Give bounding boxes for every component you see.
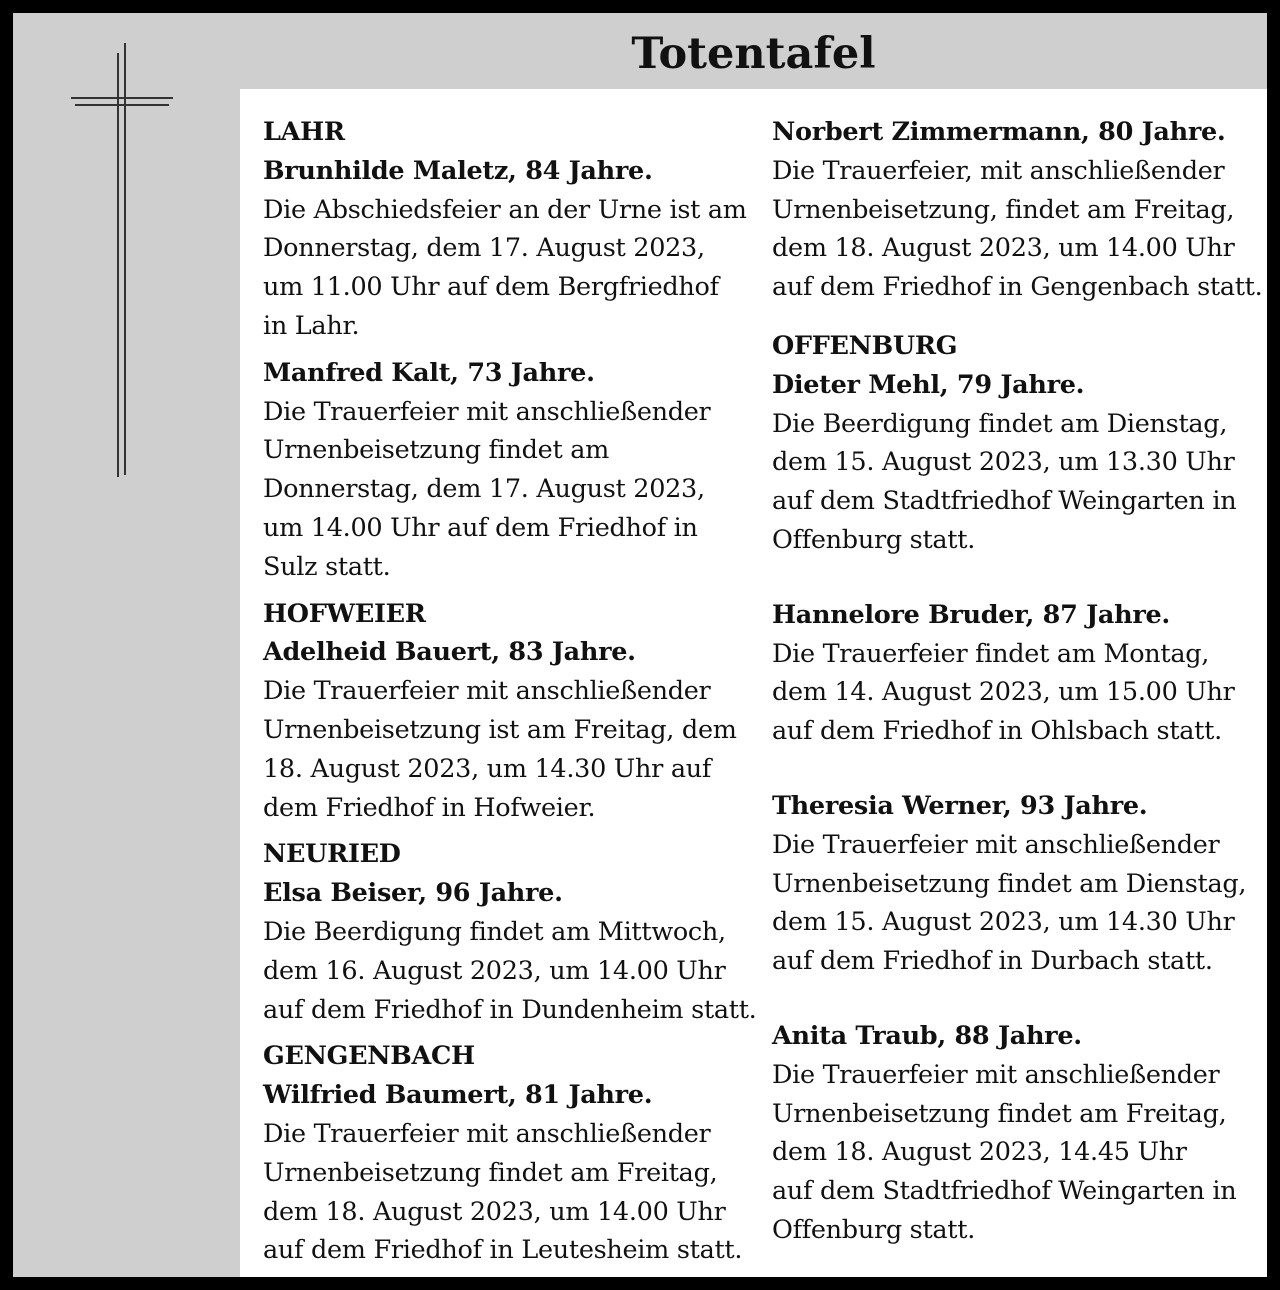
obituary-frame (13, 13, 1267, 1277)
cross-icon (117, 53, 119, 477)
obituary-entry (263, 1076, 758, 1270)
section-lahr (263, 113, 758, 587)
place-heading: HOFWEIER (263, 598, 426, 629)
section-neuried (263, 835, 758, 1029)
deceased-name: Hannelore Bruder, 87 Jahre. (772, 599, 1170, 630)
deceased-name: Brunhilde Maletz, 84 Jahre. (263, 155, 653, 186)
obituary-entry (263, 633, 758, 827)
ceremony-details: Die Trauerfeier mit anschließender Urnenbeisetzung findet am Freitag, dem 18. August 2023, 14.45 Uhr auf dem Stadtfriedhof Weingarten in Offenburg statt. (772, 1059, 1237, 1245)
obituary-entry (263, 152, 758, 346)
deceased-name: Elsa Beiser, 96 Jahre. (263, 878, 563, 909)
section-offenburg (772, 327, 1264, 1250)
deceased-name: Adelheid Bauert, 83 Jahre. (263, 637, 636, 668)
obituary-entry (263, 874, 758, 1029)
deceased-name: Norbert Zimmermann, 80 Jahre. (772, 117, 1226, 147)
section-gengenbach (263, 1037, 758, 1270)
ceremony-details: Die Trauerfeier mit anschließender Urnenbeisetzung findet am Freitag, dem 18. August 2023, um 14.00 Uhr auf dem Friedhof in Leutesheim statt. (263, 1118, 743, 1266)
obituary-entry (772, 787, 1264, 981)
ceremony-details: Die Beerdigung findet am Mittwoch, dem 16. August 2023, um 14.00 Uhr auf dem Friedhof in Dundenheim statt. (263, 916, 757, 1025)
ceremony-details: Die Abschiedsfeier an der Urne ist am Donnerstag, dem 17. August 2023, um 11.00 Uhr auf dem Bergfriedhof in Lahr. (263, 194, 747, 341)
left-column (263, 113, 758, 1270)
obituary-panel (240, 89, 1267, 1277)
obituary-entry (772, 1017, 1264, 1250)
place-heading: GENGENBACH (263, 1041, 475, 1072)
obituary-entry (263, 354, 758, 587)
place-heading: OFFENBURG (772, 330, 958, 361)
ceremony-details: Die Trauerfeier, mit anschließender Urnenbeisetzung, findet am Freitag, dem 18. August 2023, um 14.00 Uhr auf dem Friedhof in Gengenbach statt. (772, 155, 1263, 303)
cross-icon-bar (75, 104, 169, 106)
deceased-name: Wilfried Baumert, 81 Jahre. (263, 1080, 653, 1111)
page-title: Totentafel (631, 29, 876, 79)
cross-icon-line (124, 43, 126, 475)
ceremony-details: Die Trauerfeier mit anschließender Urnenbeisetzung findet am Donnerstag, dem 17. August 2023, um 14.00 Uhr auf dem Friedhof in Sulz statt. (263, 396, 711, 582)
ceremony-details: Die Beerdigung findet am Dienstag, dem 15. August 2023, um 13.30 Uhr auf dem Stadtfriedhof Weingarten in Offenburg statt. (772, 408, 1237, 555)
cross-icon-bar (71, 97, 173, 99)
section-hofweier (263, 595, 758, 828)
ceremony-details: Die Trauerfeier mit anschließender Urnenbeisetzung findet am Dienstag, dem 15. August 2023, um 14.30 Uhr auf dem Friedhof in Durbach statt. (772, 829, 1247, 977)
right-column (772, 113, 1264, 1250)
deceased-name: Anita Traub, 88 Jahre. (772, 1020, 1082, 1051)
place-heading: LAHR (263, 117, 345, 147)
ceremony-details: Die Trauerfeier findet am Montag, dem 14. August 2023, um 15.00 Uhr auf dem Friedhof in Ohlsbach statt. (772, 638, 1235, 747)
obituary-entry (772, 596, 1264, 751)
place-heading: NEURIED (263, 839, 401, 870)
obituary-entry (772, 366, 1264, 560)
obituary-entry (772, 113, 1264, 307)
ceremony-details: Die Trauerfeier mit anschließender Urnenbeisetzung ist am Freitag, dem 18. August 2023, um 14.30 Uhr auf dem Friedhof in Hofweier. (263, 676, 737, 823)
section-gengenbach-continued (772, 113, 1264, 307)
deceased-name: Dieter Mehl, 79 Jahre. (772, 369, 1085, 400)
deceased-name: Theresia Werner, 93 Jahre. (772, 790, 1148, 821)
deceased-name: Manfred Kalt, 73 Jahre. (263, 357, 595, 388)
